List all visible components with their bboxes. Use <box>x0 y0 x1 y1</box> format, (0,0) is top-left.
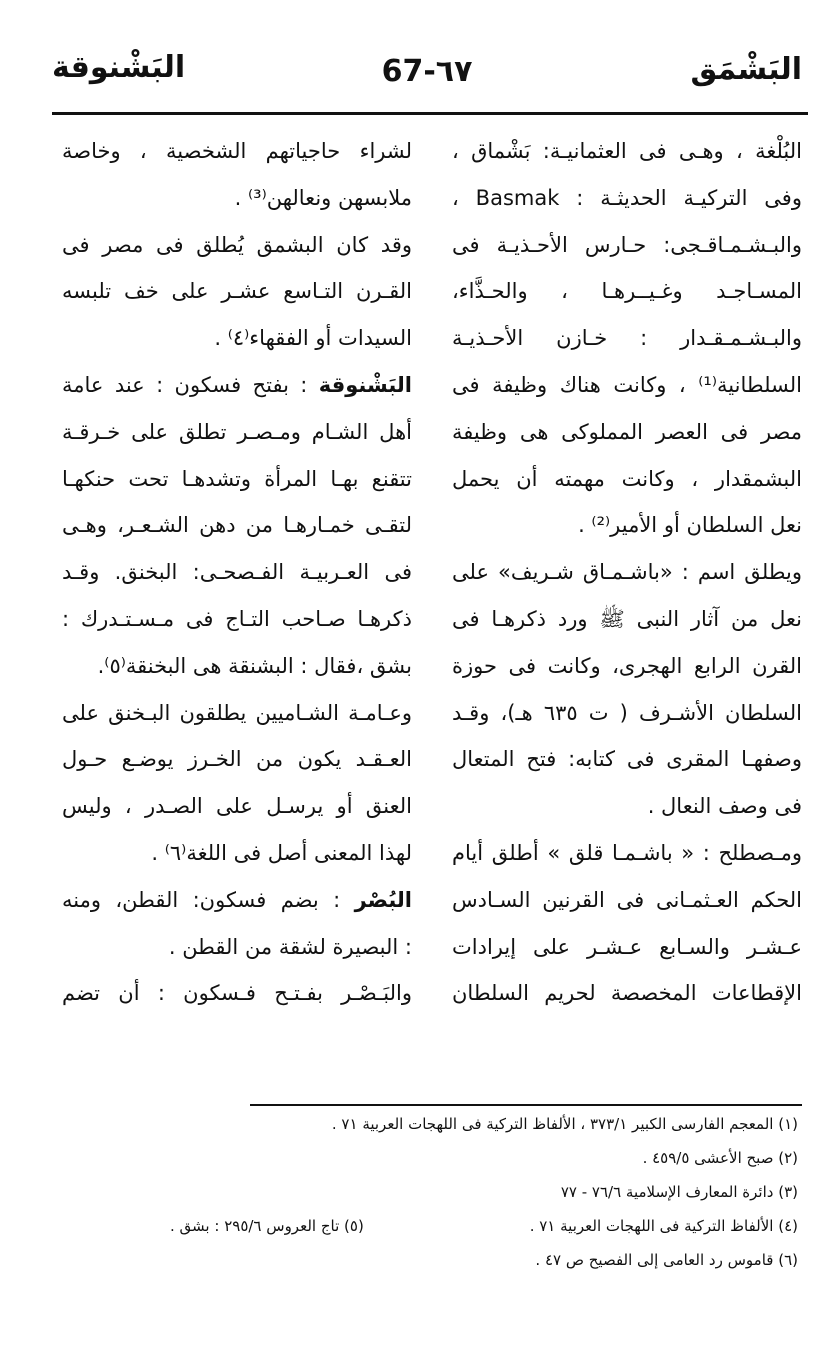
footnote-4: (٤) الألفاظ التركية فى اللهجات العربية ٧١ . <box>529 1217 798 1235</box>
text-line: الإقطاعات المخصصة لحريم السلطان <box>452 981 802 1006</box>
text-line: لتقـى خمـارهـا من دهن الشـعـر، وهـى <box>62 513 412 538</box>
text-line: المسـاجـد وغـيــرهـا ، والحـذَّاء، <box>452 279 802 304</box>
text-line: فى وصف النعال . <box>647 794 802 819</box>
text-line: نعل السلطان أو الأمير⁽²⁾ . <box>578 513 802 538</box>
text-line: العـقـد يكون من الخـرز يوضـع حـول <box>62 747 412 772</box>
text-line: البشمقدار ، وكانت مهمته أن يحمل <box>452 466 802 491</box>
text-line: والبـشـمـقـدار : خـازن الأحـذيـة <box>452 326 802 351</box>
right-column <box>452 128 802 1017</box>
left-column <box>62 128 412 1017</box>
text-line: تتقنع بهـا المرأة وتشدهـا تحت حنكهـا <box>62 466 412 491</box>
text-line: أهل الشـام ومـصـر تطلق على خـرقـة <box>62 419 412 444</box>
text-line: السيدات أو الفقهاء⁽٤⁾ . <box>214 326 412 351</box>
page-number: 67-٦٧ <box>381 54 473 89</box>
text-line: لهذا المعنى أصل فى اللغة⁽٦⁾ . <box>151 840 412 865</box>
footnote-1: (١) المعجم الفارسى الكبير ٣٧٣/١ ، الألفاظ التركية فى اللهجات العربية ٧١ . <box>331 1115 798 1133</box>
page-header <box>0 0 838 110</box>
text-line: فى العـربيـة الفـصحـى: البخنق. وقـد <box>62 560 412 585</box>
footnote-6: (٦) قاموس رد العامى إلى الفصيح ص ٤٧ . <box>535 1251 798 1269</box>
text-line: البُصْر : بضم فسكون: القطن، ومنه <box>62 887 412 912</box>
text-line: وعـامـة الشـاميين يطلقون البـخنق على <box>62 700 412 725</box>
text-line: وقد كان البشمق يُطلق فى مصر فى <box>62 232 412 257</box>
text-line: ويطلق اسم : «باشـمـاق شـريف» على <box>452 560 802 585</box>
entry-headword: البَشْنوقة <box>318 372 412 397</box>
text-line: ذكرهـا صـاحب التـاج فى مـسـتـدرك : <box>62 606 412 631</box>
text-line: لشراء حاجياتهم الشخصية ، وخاصة <box>62 139 412 163</box>
text-line: وفى التركيـة الحديثـة : Basmak ، <box>452 185 802 210</box>
footnote-2: (٢) صبح الأعشى ٤٥٩/٥ . <box>642 1149 798 1167</box>
footnote-3: (٣) دائرة المعارف الإسلامية ٧٦/٦ - ٧٧ <box>560 1183 798 1201</box>
text-line: نعل من آثار النبى ﷺ ورد ذكرهـا فى <box>452 606 802 631</box>
text-line: ملابسهن ونعالهن⁽³⁾ . <box>234 185 412 210</box>
header-rule <box>52 112 808 115</box>
text-line: وصفهـا المقرى فى كتابه: فتح المتعال <box>452 747 802 772</box>
text-line: : البصيرة لشقة من القطن . <box>168 934 412 959</box>
text-line: البُلْغة ، وهـى فى العثمانيـة: بَشْماق ، <box>452 139 802 163</box>
footnote-5: (٥) تاج العروس ٢٩٥/٦ : بشق . <box>170 1217 364 1235</box>
text-line: ومـصطلح : « باشـمـا قلق » أطلق أيام <box>452 840 802 865</box>
footnote-rule <box>250 1104 802 1106</box>
text-line: البَشْنوقة : بفتح فسكون : عند عامة <box>62 372 412 397</box>
text-line: القـرن التـاسع عشـر على خف تلبسه <box>62 279 412 304</box>
text-line: والبَـصْـر بفـتـح فـسكون : أن تضم <box>62 981 412 1006</box>
running-head-last-entry: البَشْنوقة <box>52 50 186 85</box>
text-line: السلطان الأشـرف ( ت ٦٣٥ هـ)، وقـد <box>452 700 802 725</box>
text-line: والبـشـمـاقـجى: حـارس الأحـذيـة فى <box>452 232 802 257</box>
text-line: القرن الرابع الهجرى، وكانت فى حوزة <box>452 653 802 678</box>
entry-headword: البُصْر <box>354 887 412 912</box>
running-head-first-entry: البَشْمَق <box>690 52 802 87</box>
text-line: الحكم العـثمـانى فى القرنين السـادس <box>452 887 802 912</box>
text-line: بشق ،فقال : البشنقة هى البخنقة⁽٥⁾. <box>97 653 412 678</box>
text-line: مصر فى العصر المملوكى هى وظيفة <box>452 419 802 444</box>
text-line: السلطانية⁽¹⁾ ، وكانت هناك وظيفة فى <box>452 372 802 397</box>
text-line: عـشـر والسـابع عـشـر على إيرادات <box>452 934 802 959</box>
text-line: العنق أو يرسـل على الصـدر ، وليس <box>62 794 412 819</box>
